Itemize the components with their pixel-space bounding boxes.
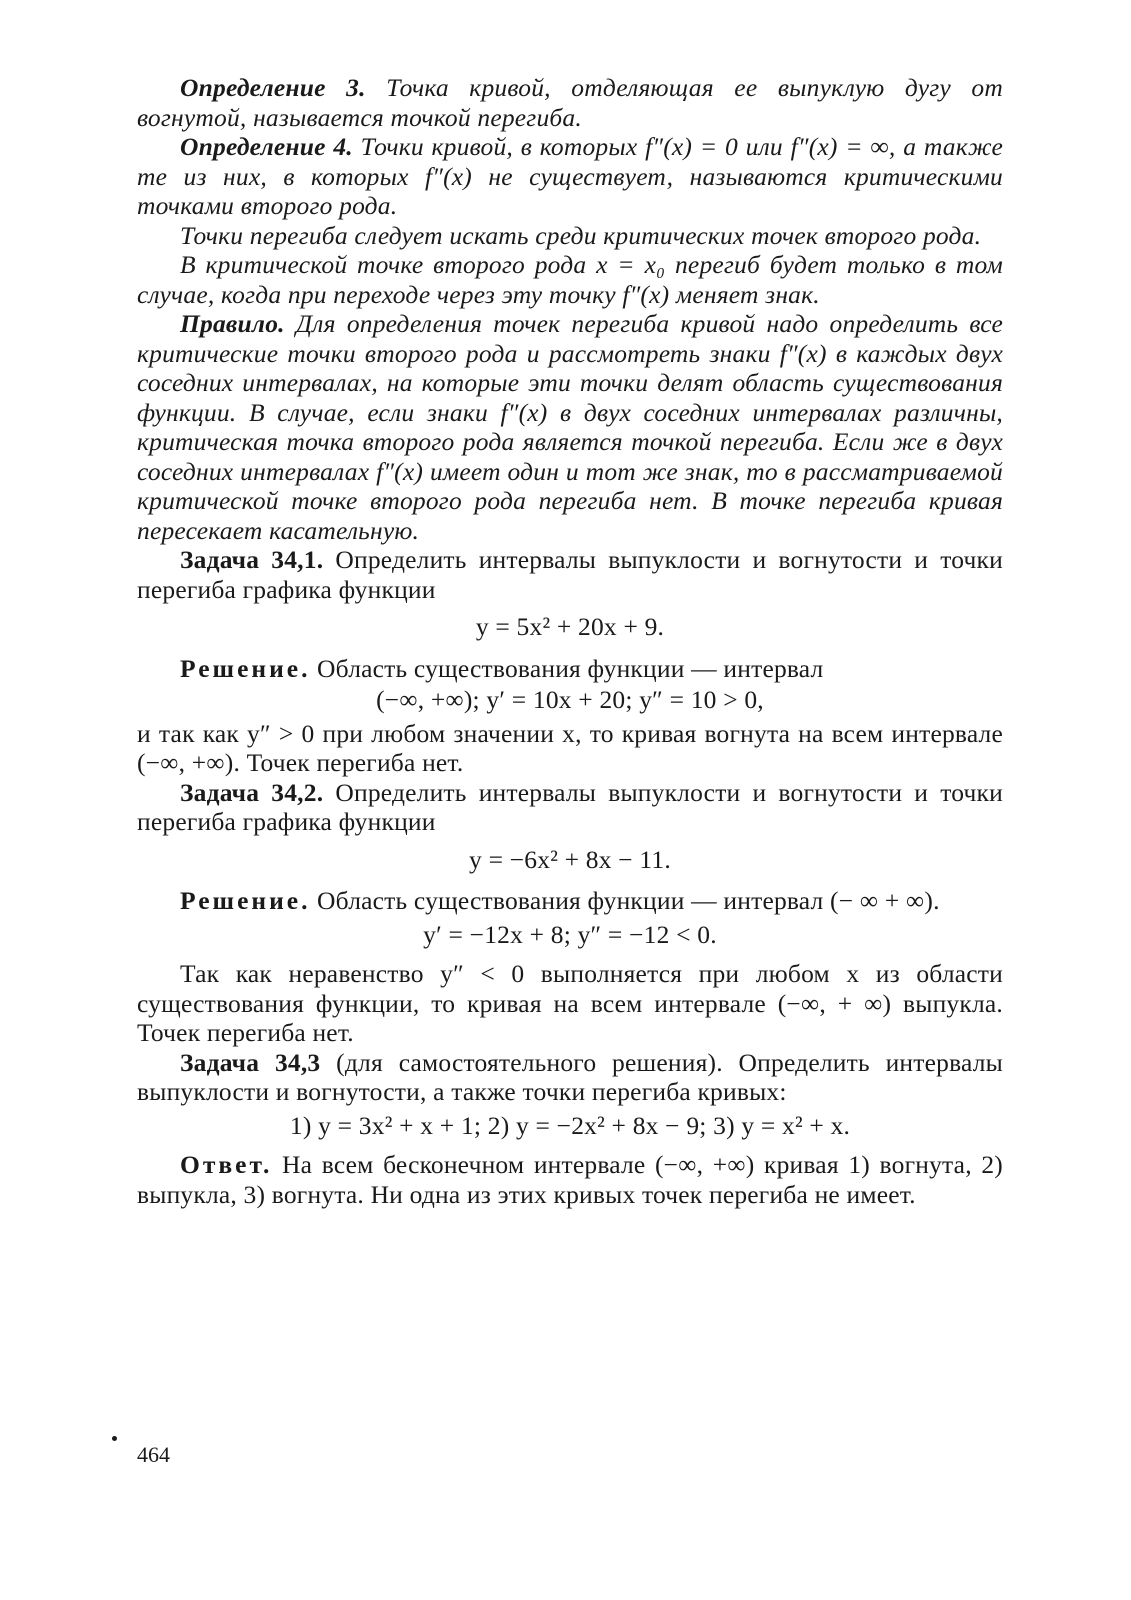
rule-label: Правило. [180,309,285,338]
definition-3-label: Определение 3. [180,73,366,102]
task-34-3-answer [137,1150,1003,1209]
rule [137,309,1003,545]
task-34-1-derivatives: (−∞, +∞); y′ = 10x + 20; y″ = 10 > 0, [376,685,764,714]
definition-4-label: Определение 4. [180,132,353,161]
task-34-1-label: Задача 34,1. [180,545,324,574]
task-34-2-derivatives: y′ = −12x + 8; y″ = −12 < 0. [423,919,717,949]
task-34-2 [137,778,1003,837]
page-number: 464 [137,1442,170,1467]
task-34-1-text: Определить интервалы выпуклости и вогнутости и точки перегиба графика функции [137,545,1003,604]
rule-text: Для определения точек перегиба кривой надо определить все критические точки второго рода и рассмотреть знаки f″(x) в каждых двух соседних интервалах, на которые эти точки делят область существования функции. В случае, если знаки f″(x) в двух соседних интервалах различны, критическая точка второго рода является точкой перегиба. Если же в двух соседних интервалах f″(x) имеет один и тот же знак, то в рассматриваемой критической точке второго рода перегиба нет. В точке перегиба кривая пересекает касательную. [137,309,1003,545]
task-34-2-conclusion: Так как неравенство y″ < 0 выполняется при любом x из области существования функции, то кривая на всем интервале (−∞, + ∞) выпукла. Точек перегиба нет. [137,959,1003,1047]
task-34-2-text: Определить интервалы выпуклости и вогнутости и точки перегиба графика функции [137,777,1003,836]
task-34-2-solution-text: Область существования функции — интервал (− ∞ + ∞). [310,886,940,915]
paragraph-search: Точки перегиба следует искать среди критических точек второго рода. [180,220,982,250]
task-34-2-formula: y = −6x² + 8x − 11. [469,844,671,874]
task-34-3-label: Задача 34,3 [180,1047,321,1077]
task-34-3-answer-text: На всем бесконечном интервале (−∞, +∞) кривая 1) вогнута, 2) выпукла, 3) вогнута. Ни одна из этих кривых точек перегиба не имеет. [137,1150,1003,1209]
task-34-3-formula: 1) y = 3x² + x + 1; 2) y = −2x² + 8x − 9; 3) y = x² + x. [289,1110,851,1140]
task-34-1-solution-label: Решение. [180,653,311,683]
page-body [137,73,1003,1209]
task-34-2-solution-label: Решение. [180,886,311,915]
paragraph-critical-point: В критической точке второго рода x = x₀ перегиб будет только в том случае, когда при переходе через эту точку f″(x) меняет знак. [137,250,1003,309]
task-34-1-formula: y = 5x² + 20x + 9. [475,612,665,641]
task-34-2-solution [137,886,1003,916]
task-34-3-text: (для самостоятельного решения). Определить интервалы выпуклости и вогнутости, а также точки перегиба кривых: [137,1047,1003,1106]
definition-4-text: Точки кривой, в которых f″(x) = 0 или f″(x) = ∞, а также те из них, в которых f″(x) не существует, называются критическими точками второго рода. [137,132,1003,220]
task-34-3-answer-label: Ответ. [180,1150,273,1179]
margin-dot [112,1436,117,1441]
definition-4 [137,132,1003,221]
task-34-1-conclusion: и так как y″ > 0 при любом значении x, то кривая вогнута на всем интервале (−∞, +∞). Точек перегиба нет. [137,718,1003,777]
task-34-1-solution [137,654,1003,684]
task-34-1-solution-text: Область существования функции — интервал [310,653,824,683]
task-34-1 [137,545,1003,604]
definition-3-text: Точка кривой, отделяющая ее выпуклую дугу от вогнутой, называется точкой перегиба. [137,73,1003,132]
definition-3 [137,73,1003,132]
task-34-2-label: Задача 34,2. [180,777,324,807]
task-34-3 [137,1048,1003,1107]
